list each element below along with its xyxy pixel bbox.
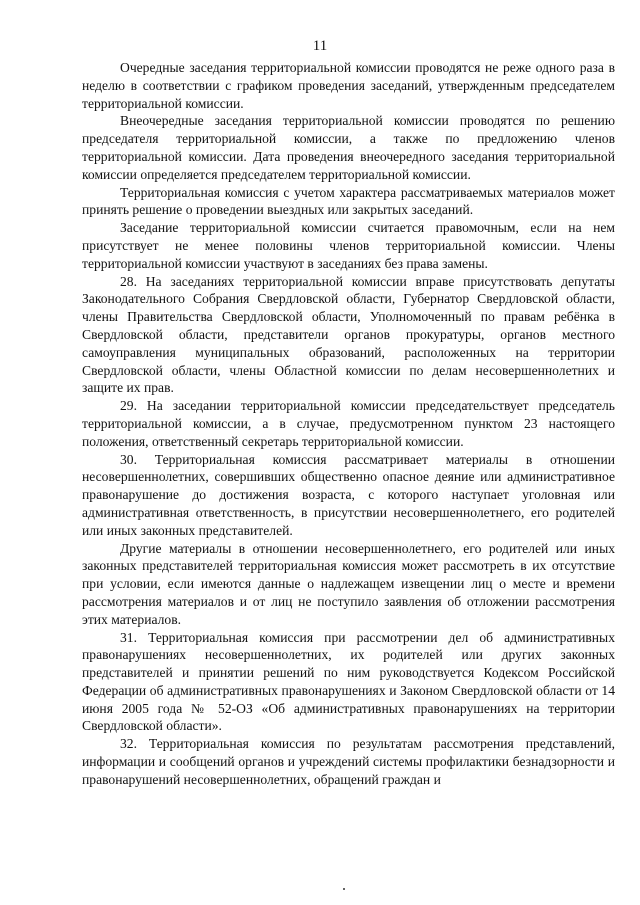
scan-speck [343, 888, 345, 890]
page-number: 11 [312, 38, 328, 54]
paragraph-extraordinary-meetings: Внеочередные заседания территориальной комиссии проводятся по решению председателя территориальной комиссии, а также по предложению членов территориальной комиссии. Дата проведения внеочередного заседания территориальной комиссии определяется председателем территориальной комиссии. [82, 113, 615, 182]
paragraph-quorum: Заседание территориальной комиссии считается правомочным, если на нем присутствует не менее половины членов территориальной комиссии. Члены территориальной комиссии участвуют в заседаниях без права замены. [82, 220, 615, 271]
paragraph-clause-29: 29. На заседании территориальной комиссии председательствует председатель территориальной комиссии, а в случае, предусмотренном пунктом 23 настоящего положения, ответственный секретарь территориальной комиссии. [82, 398, 615, 449]
paragraph-clause-30: 30. Территориальная комиссия рассматривает материалы в отношении несовершеннолетних, совершивших общественно опасное деяние или административное правонарушение до достижения возраста, с которого наступает уголовная или административная ответственность, в присутствии несовершеннолетнего, его родителей или иных законных представителей. [82, 451, 615, 538]
paragraph-clause-31: 31. Территориальная комиссия при рассмотрении дел об административных правонарушениях несовершеннолетних, их родителей или других законных представителей и принятии решений по ним руководствуется Кодексом Российской Федерации об административных правонарушениях и Законом Свердловской области от 14 июня 2005 года № 52-ОЗ «Об административных правонарушениях на территории Свердловской области». [82, 629, 615, 734]
paragraph-other-materials: Другие материалы в отношении несовершеннолетнего, его родителей или иных законных представителей территориальная комиссия может рассмотреть в их отсутствие при условии, если имеются данные о надлежащем извещении лиц о месте и времени рассмотрения материалов и от лиц не поступило заявления об отложении рассмотрения этих материалов. [82, 540, 615, 627]
paragraph-clause-32: 32. Территориальная комиссия по результатам рассмотрения представлений, информации и сообщений органов и учреждений системы профилактики безнадзорности и правонарушений несовершеннолетних, обращений граждан и [82, 736, 615, 787]
paragraph-meeting-schedule: Очередные заседания территориальной комиссии проводятся не реже одного раза в неделю в соответствии с графиком проведения заседаний, утвержденным председателем территориальной комиссии. [82, 60, 615, 111]
paragraph-offsite-meetings: Территориальная комиссия с учетом характера рассматриваемых материалов может принять решение о проведении выездных или закрытых заседаний. [82, 184, 615, 218]
document-body [82, 59, 615, 789]
paragraph-clause-28: 28. На заседаниях территориальной комиссии вправе присутствовать депутаты Законодательного Собрания Свердловской области, Губернатор Свердловской области, члены Правительства Свердловской области, Уполномоченный по правам ребёнка в Свердловской области, представители органов прокуратуры, органов местного самоуправления муниципальных образований, расположенных на территории Свердловской области, члены Областной комиссии по делам несовершеннолетних и защите их прав. [82, 273, 615, 396]
